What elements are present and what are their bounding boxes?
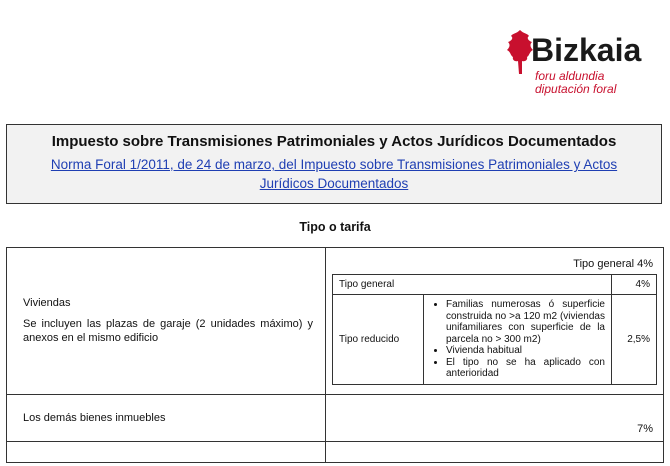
table-row-reducido <box>333 295 657 385</box>
norma-foral-link[interactable]: Norma Foral 1/2011, de 24 de marzo, del Impuesto sobre Transmisiones Patrimoniales y Actos Jurídicos Documentados <box>50 157 618 191</box>
logo-subtitle-spanish: diputación foral <box>535 82 617 96</box>
demas-rate: 7% <box>326 394 664 441</box>
table-row-general <box>333 275 657 295</box>
list-item: • Vivienda habitual <box>446 345 605 357</box>
tarifa-table <box>6 247 664 463</box>
reducido-label: Tipo reducido <box>333 295 424 385</box>
bizkaia-logo[interactable] <box>505 26 665 106</box>
table-row-demas <box>7 394 664 441</box>
section-title: Tipo o tarifa <box>299 220 371 234</box>
logo-wordmark: Bizkaia <box>531 32 642 68</box>
page-title: Impuesto sobre Transmisiones Patrimoniales y Actos Jurídicos Documentados <box>51 133 617 150</box>
general-rate: 4% <box>612 275 657 295</box>
viviendas-rates-cell <box>326 248 664 395</box>
viviendas-inner-table <box>332 274 657 385</box>
logo-subtitle-basque: foru aldundia <box>535 69 605 83</box>
viviendas-cell <box>7 248 326 395</box>
table-row-viviendas <box>7 248 664 395</box>
viviendas-note: Se incluyen las plazas de garaje (2 unidades máximo) y anexos en el mismo edificio <box>23 318 313 345</box>
general-summary: Tipo general 4% <box>573 258 653 270</box>
header-box <box>6 124 662 204</box>
general-label: Tipo general <box>333 275 612 295</box>
demas-label: Los demás bienes inmuebles <box>7 394 326 441</box>
viviendas-label: Viviendas <box>23 297 71 310</box>
empty-cell <box>7 441 326 462</box>
list-item: • El tipo no se ha aplicado con anterioridad <box>446 357 605 380</box>
reducido-rate: 2,5% <box>612 295 657 385</box>
reducido-conditions <box>424 295 612 385</box>
list-item: • Familias numerosas ó superficie construida no >a 120 m2 (viviendas unifamiliares con superficie de la parcela no > 300 m2) <box>446 299 605 345</box>
table-row-empty <box>7 441 664 462</box>
empty-cell <box>326 441 664 462</box>
conditions-list <box>430 299 605 380</box>
